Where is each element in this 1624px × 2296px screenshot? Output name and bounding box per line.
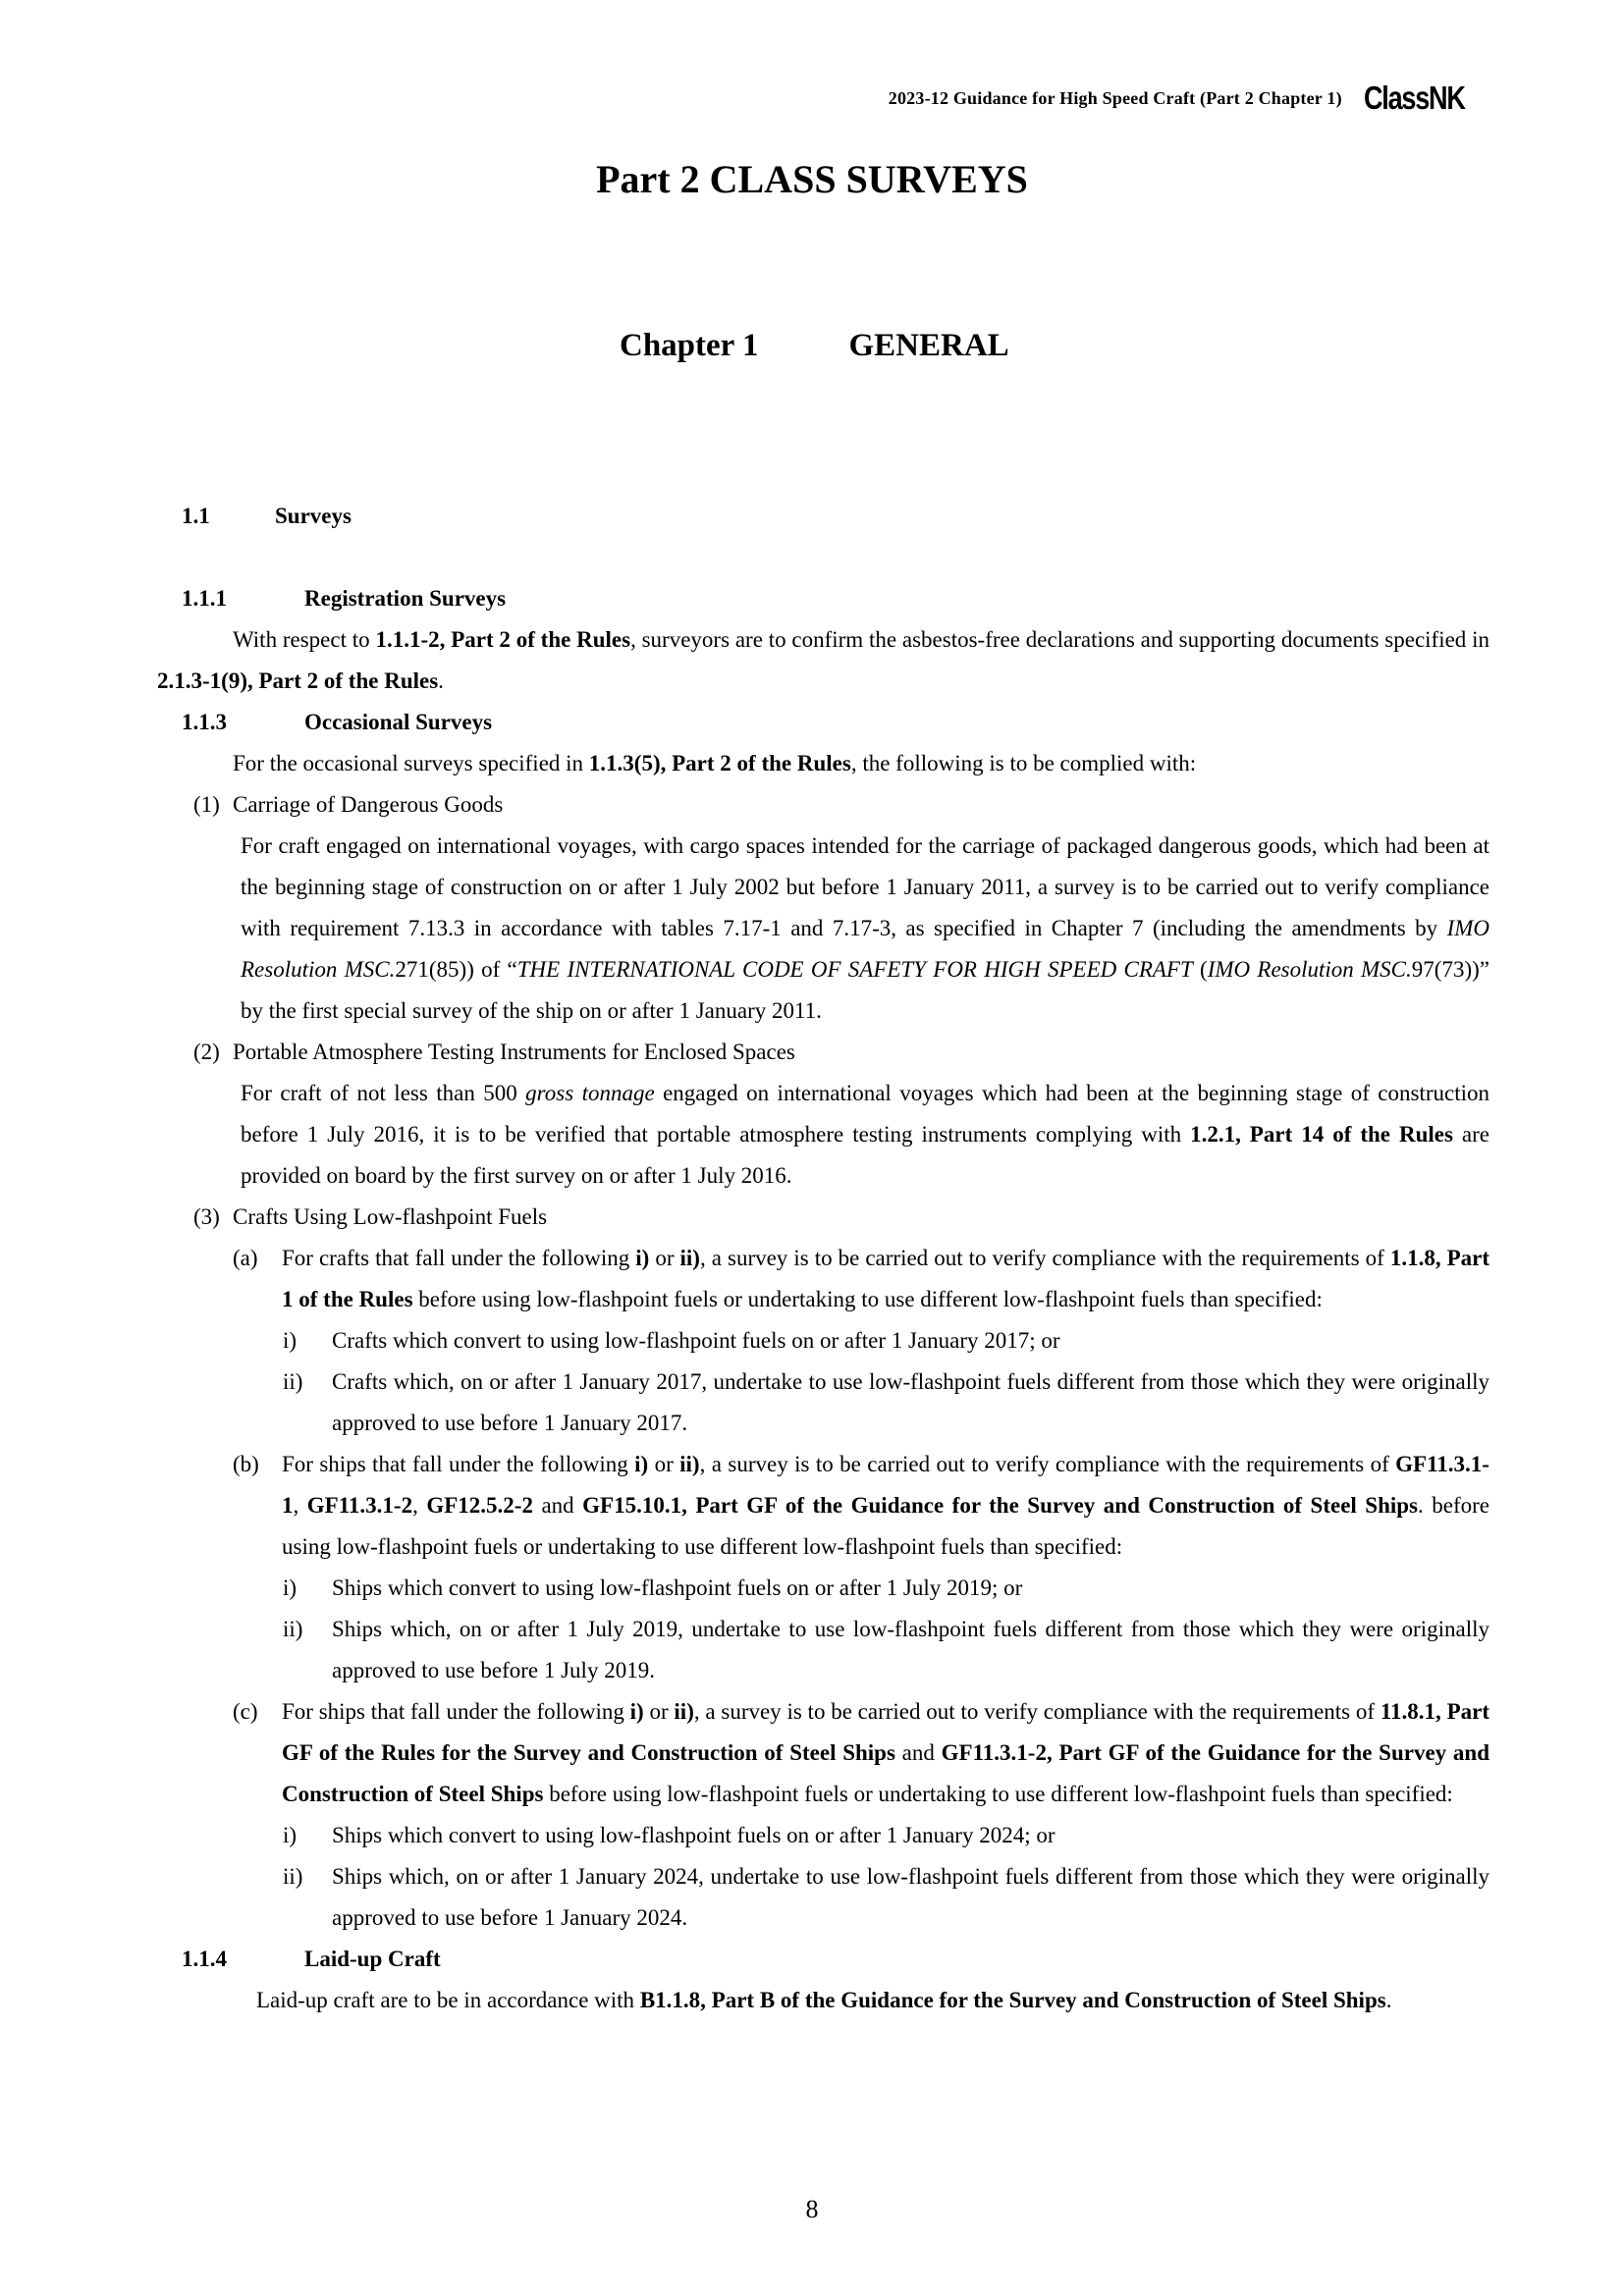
subitem-b-ii: ii) Ships which, on or after 1 July 2019, undertake to use low-flashpoint fuels different from those which they were originally approved to use before 1 July 2019. xyxy=(0,1609,1624,1691)
page-number: 8 xyxy=(805,2195,819,2223)
subitem-b-paragraph: For ships that fall under the following i) or ii), a survey is to be carried out to verify compliance with the requirements of GF11.3.1-1, GF11.3.1-2, GF12.5.2-2 and GF15.10.1, Part GF of the Guidance for the Survey and Construction of Steel Ships. before using low-flashpoint fuels or undertaking to use different low-flashpoint fuels than specified: xyxy=(282,1452,1489,1559)
section-title: Occasional Surveys xyxy=(304,710,493,734)
rule-reference: 1.1.1-2, Part 2 of the Rules xyxy=(375,627,631,652)
item-1-paragraph: For craft engaged on international voyages, with cargo spaces intended for the carriage of packaged dangerous goods, which had been at the beginning stage of construction on or after 1 July 2002 but before 1 January 2011, a survey is to be carried out to verify compliance with requirement 7.13.3 in accordance with tables 7.17-1 and 7.17-3, as specified in Chapter 7 (including the amendments by IMO Resolution MSC.271(85)) of “THE INTERNATIONAL CODE OF SAFETY FOR HIGH SPEED CRAFT (IMO Resolution MSC.97(73))” by the first special survey of the ship on or after 1 January 2011. xyxy=(241,833,1489,1023)
running-title: 2023-12 Guidance for High Speed Craft (Part 2 Chapter 1) xyxy=(888,88,1342,108)
section-number: 1.1.1 xyxy=(182,586,227,611)
section-number: 1.1 xyxy=(182,504,210,528)
rule-reference: GF11.3.1-2 xyxy=(306,1493,413,1518)
subitem-label: (b) xyxy=(233,1452,259,1476)
rule-reference: 1.1.3(5), Part 2 of the Rules xyxy=(588,751,851,775)
rule-reference: 1.2.1, Part 14 of the Rules xyxy=(1190,1122,1453,1147)
item-title: Crafts Using Low-flashpoint Fuels xyxy=(233,1204,548,1229)
section-title: Surveys xyxy=(275,504,352,528)
section-number: 1.1.3 xyxy=(182,710,227,734)
classnk-logo: ClassNK xyxy=(1363,80,1465,116)
rule-reference: GF12.5.2-2 xyxy=(426,1493,533,1518)
item-title: Carriage of Dangerous Goods xyxy=(233,792,504,817)
subitem-b xyxy=(0,1444,1624,1568)
item-1-heading xyxy=(0,784,1624,826)
rule-reference: 11.8.1, Part GF of the Rules for the Survey and Construction of Steel Ships xyxy=(282,1699,1489,1765)
rule-reference: GF11.3.1-1 xyxy=(282,1452,1489,1518)
chapter-title: GENERAL xyxy=(848,328,1009,363)
section-1-1-4-paragraph: Laid-up craft are to be in accordance with B1.1.8, Part B of the Guidance for the Survey and Construction of Steel Ships. xyxy=(256,1988,1392,2012)
subitem-c-i: i) Ships which convert to using low-flashpoint fuels on or after 1 January 2024; or xyxy=(0,1815,1624,1856)
subitem-b-i: i) Ships which convert to using low-flashpoint fuels on or after 1 July 2019; or xyxy=(0,1568,1624,1609)
section-1-1-3-heading xyxy=(0,702,1624,743)
roman-label: i) xyxy=(283,1328,298,1353)
section-1-1-4-heading xyxy=(0,1939,1624,1980)
roman-label: i) xyxy=(283,1575,298,1600)
roman-label: ii) xyxy=(283,1617,303,1641)
chapter-number: Chapter 1 xyxy=(620,328,759,363)
item-3-heading xyxy=(0,1197,1624,1238)
roman-label: ii) xyxy=(283,1864,303,1889)
rule-reference: 1.1.8, Part 1 of the Rules xyxy=(282,1246,1490,1311)
subitem-a-ii: ii) Crafts which, on or after 1 January 2017, undertake to use low-flashpoint fuels different from those which they were originally approved to use before 1 January 2017. xyxy=(0,1362,1624,1444)
rule-reference: GF15.10.1, Part GF of the Guidance for the Survey and Construction of Steel Ships xyxy=(582,1493,1419,1518)
subitem-a-paragraph: For crafts that fall under the following i) or ii), a survey is to be carried out to verify compliance with the requirements of 1.1.8, Part 1 of the Rules before using low-flashpoint fuels or undertaking to use different low-flashpoint fuels than specified: xyxy=(282,1246,1490,1311)
section-1-1-1-heading xyxy=(0,578,1624,619)
subitem-label: (a) xyxy=(233,1246,258,1270)
subitem-label: (c) xyxy=(233,1699,258,1724)
roman-label: ii) xyxy=(283,1369,303,1394)
item-2-heading xyxy=(0,1032,1624,1073)
item-label: (3) xyxy=(193,1204,220,1229)
section-title: Registration Surveys xyxy=(304,586,507,611)
section-1-1-heading xyxy=(0,496,1624,537)
subitem-a xyxy=(0,1238,1624,1320)
document-body xyxy=(0,496,1624,2021)
subitem-c xyxy=(0,1691,1624,1815)
roman-label: i) xyxy=(283,1823,298,1847)
part-title: Part 2 CLASS SURVEYS xyxy=(596,157,1028,201)
running-header xyxy=(889,79,1475,118)
subitem-a-i: i) Crafts which convert to using low-flashpoint fuels on or after 1 January 2017; or xyxy=(0,1320,1624,1362)
subitem-c-paragraph: For ships that fall under the following i) or ii), a survey is to be carried out to verify compliance with the requirements of 11.8.1, Part GF of the Rules for the Survey and Construction of Steel Ships and GF11.3.1-2, Part GF of the Guidance for the Survey and Construction of Steel Ships before using low-flashpoint fuels or undertaking to use different low-flashpoint fuels than specified: xyxy=(282,1699,1489,1806)
item-label: (1) xyxy=(193,792,220,817)
section-number: 1.1.4 xyxy=(182,1947,227,1971)
item-title: Portable Atmosphere Testing Instruments for Enclosed Spaces xyxy=(233,1040,795,1064)
section-title: Laid-up Craft xyxy=(304,1947,441,1971)
item-label: (2) xyxy=(193,1040,220,1064)
section-1-1-1-paragraph: With respect to 1.1.1-2, Part 2 of the Rules, surveyors are to confirm the asbestos-free declarations and supporting documents specified in 2.1.3-1(9), Part 2 of the Rules. xyxy=(157,627,1489,693)
rule-reference: 2.1.3-1(9), Part 2 of the Rules xyxy=(157,668,439,693)
item-2-paragraph: For craft of not less than 500 gross tonnage engaged on international voyages which had been at the beginning stage of construction before 1 July 2016, it is to be verified that portable atmosphere testing instruments complying with 1.2.1, Part 14 of the Rules are provided on board by the first survey on or after 1 July 2016. xyxy=(241,1081,1489,1188)
subitem-c-ii: ii) Ships which, on or after 1 January 2024, undertake to use low-flashpoint fuels different from those which they were originally approved to use before 1 January 2024. xyxy=(0,1856,1624,1939)
rule-reference: GF11.3.1-2, Part GF of the Guidance for the Survey and Construction of Steel Ships xyxy=(282,1740,1489,1806)
rule-reference: B1.1.8, Part B of the Guidance for the Survey and Construction of Steel Ships xyxy=(639,1988,1386,2012)
chapter-heading xyxy=(620,324,1009,367)
section-1-1-3-paragraph: For the occasional surveys specified in 1.1.3(5), Part 2 of the Rules, the following is to be complied with: xyxy=(233,751,1197,775)
